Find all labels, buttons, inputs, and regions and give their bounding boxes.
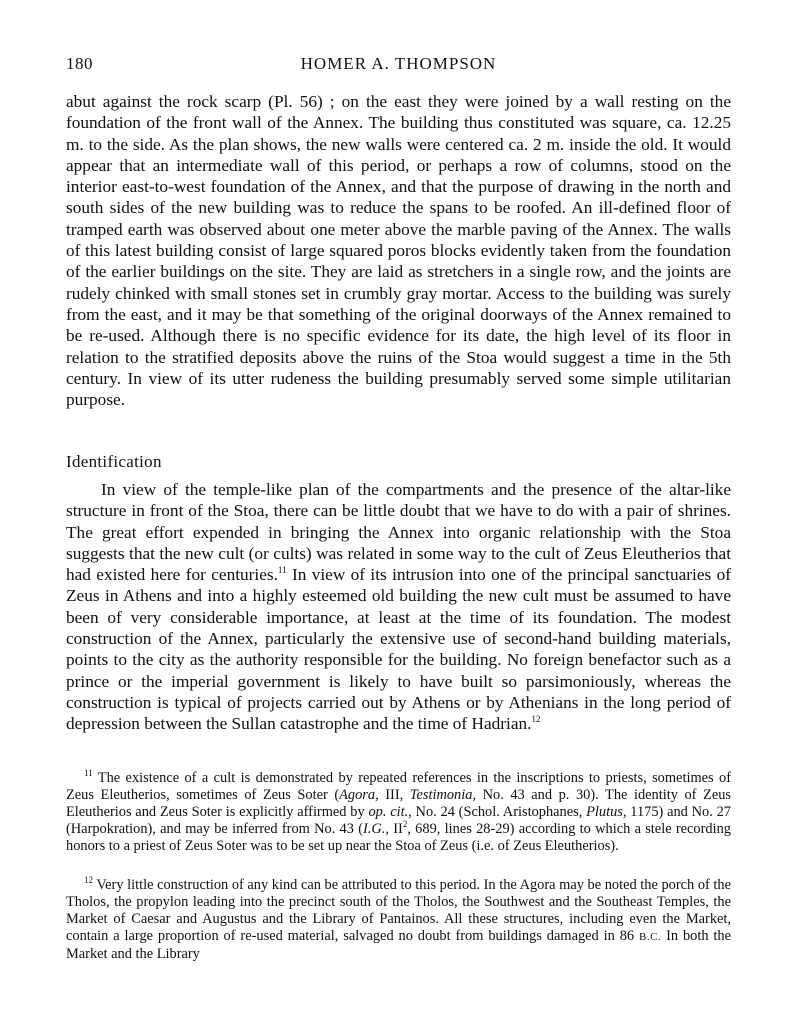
- paragraph-text-part1: In view of the temple-like plan of the compartments and the presence of the altar-like structure in front of the Stoa, there can be little doubt that we have to do with a pair of shrines. The great effort expended in bringing the Annex into organic relationship with the Stoa suggests that the new cult (or cults) was related in some way to the cult of Zeus Eleutherios that had existed here for centuries.: [66, 480, 731, 585]
- footnote-text: In both the Market and the Library: [66, 928, 732, 963]
- footnote-text: The existence of a cult is demonstrated by repeated references in the inscriptions to priests, sometimes of Zeus Eleutherios, sometimes of Zeus Soter (: [66, 770, 731, 804]
- footnote-text: No. 24 (Schol. Aristophanes,: [411, 804, 587, 821]
- footnote-italic: Testimonia,: [409, 787, 477, 804]
- superscript: 2: [402, 819, 408, 830]
- paragraph-text-part2: In view of its intrusion into one of the principal sanctuaries of Zeus in Athens and into a highly esteemed old building the new cult must be assumed to have been of very considerable importance, at least at the time of its foundation. The modest construction of the Annex, particularly the extensive use of second-hand building materials, points to the city as the authority responsible for the building. No foreign benefactor such as a prince or the imperial government is likely to have built so parsimoniously, whereas the construction is typical of projects carried out by Athens or by Athenians in the long period of depression between the Sullan catastrophe and the time of Hadrian.: [66, 565, 731, 734]
- footnote-mark-11: 11: [84, 768, 93, 779]
- footnote-11: [66, 770, 731, 855]
- section-heading-identification: [66, 452, 162, 472]
- footnote-italic: op. cit.,: [368, 804, 412, 821]
- footnote-ref-12[interactable]: 12: [531, 714, 541, 725]
- page-number: 180: [66, 54, 93, 73]
- paragraph-identification: [66, 479, 731, 735]
- footnote-italic: Plutus,: [586, 804, 627, 821]
- footnote-italic: Agora,: [339, 787, 379, 804]
- running-title-author: HOMER A. THOMPSON: [300, 54, 497, 73]
- footnote-text: No. 43 and p. 30). The identity of Zeus Eleutherios and Zeus Soter is explicitly affirmed by: [66, 787, 731, 821]
- section-heading-text: Identification: [66, 452, 162, 471]
- footnote-12: [66, 877, 731, 963]
- footnote-text: , 689, lines 28-29) according to which a stele recording honors to a priest of Zeus Soter was to be set up near the Stoa of Zeus (i.e. of Zeus Eleutherios).: [66, 821, 731, 855]
- footnote-text: Very little construction of any kind can be attributed to this period. In the Agora may be noted the porch of the Tholos, the propylon leading into the precinct south of the Tholos, the Southwest and the Southeast Temples, the Market of Caesar and Augustus and the Library of Pantainos. All these structures, including even the Market, contain a large proportion of re-used material, salvaged no doubt from buildings damaged in 86: [66, 877, 731, 945]
- footnote-text: III,: [378, 787, 410, 804]
- footnote-ref-11[interactable]: 11: [277, 565, 287, 576]
- footnote-mark-12: 12: [84, 875, 93, 886]
- paragraph-continued: abut against the rock scarp (Pl. 56) ; on the east they were joined by a wall resting on the foundation of the front wall of the Annex. The building thus constituted was square, ca. 12.25 m. to the side. As the plan shows, the new walls were centered ca. 2 m. inside the old. It would appear that an intermediate wall of this period, or perhaps a row of columns, stood on the interior east-to-west foundation of the Annex, and that the purpose of drawing in the north and south sides of the new building was to reduce the spans to be roofed. An ill-defined floor of tramped earth was observed about one meter above the marble paving of the Annex. The walls of this latest building consist of large squared poros blocks evidently taken from the foundation of the earlier buildings on the site. They are laid as stretchers in a single row, and the joints are rudely chinked with small stones set in crumbly gray mortar. Access to the building was surely from the east, and it may be that something of the original doorways of the Annex remained to be re-used. Although there is no specific evidence for its date, the high level of its floor in relation to the stratified deposits above the ruins of the Stoa would suggest a time in the 5th century. In view of its utter rudeness the building presumably served some simple utilitarian purpose.: [66, 92, 731, 410]
- footnote-italic: I.G.,: [363, 821, 389, 838]
- footnote-text: II: [388, 821, 403, 838]
- running-header: [66, 54, 731, 80]
- footnote-text: 1175) and No. 27 (Harpokration), and may be inferred from No. 43 (: [66, 804, 731, 838]
- era-abbreviation: B.C.: [639, 931, 662, 944]
